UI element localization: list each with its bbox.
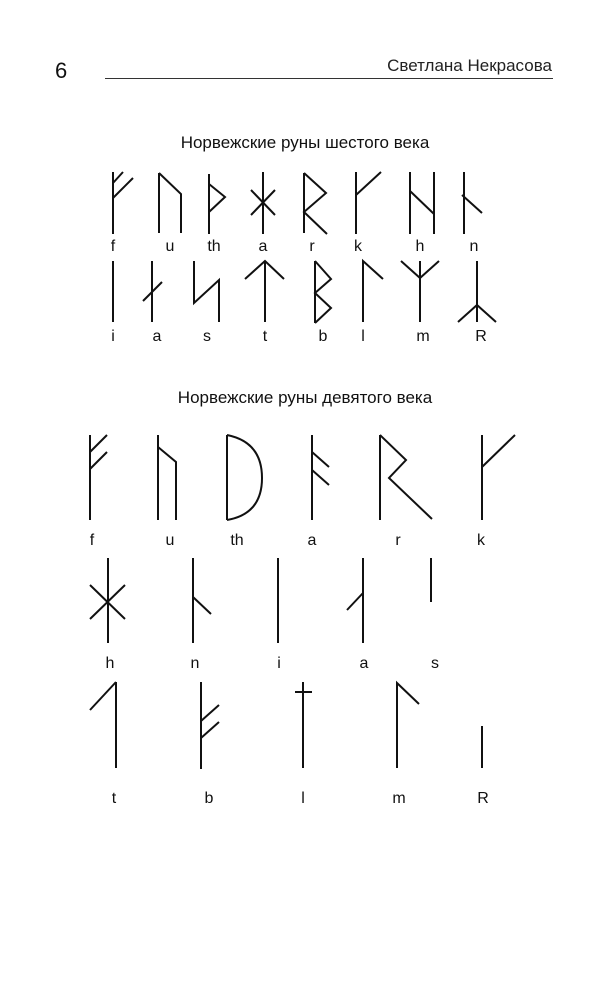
rune-R-6th-icon: [458, 261, 496, 322]
rune-label: h: [415, 238, 425, 255]
rune-f-6th-icon: [113, 172, 133, 234]
rune-l-6th-icon: [363, 261, 383, 322]
rune-label: u: [165, 532, 175, 549]
rune-label: h: [105, 655, 115, 672]
rune-label: b: [204, 790, 214, 807]
rune-label: a: [307, 532, 317, 549]
section-title-9th-century: Норвежские руны девятого века: [177, 388, 433, 407]
rune-a-9th-icon-2: [347, 558, 363, 643]
rune-label: f: [110, 238, 116, 255]
rune-label: R: [477, 790, 489, 807]
rune-label: l: [301, 790, 305, 807]
rune-th-9th-icon: [227, 435, 262, 520]
rune-label: f: [89, 532, 95, 549]
rune-h-9th-icon: [90, 558, 125, 643]
rune-k-6th-icon: [356, 172, 381, 234]
rune-label: r: [395, 532, 401, 549]
rune-t-9th-icon: [90, 682, 116, 768]
section-title-6th-century: Норвежские руны шестого века: [180, 133, 430, 152]
rune-n-9th-icon: [193, 558, 211, 643]
rune-b-9th-icon: [201, 682, 219, 769]
rune-label: m: [392, 790, 406, 807]
rune-label: s: [431, 655, 439, 672]
rune-label: th: [230, 532, 244, 549]
rune-m-6th-icon: [401, 261, 439, 322]
rune-label: b: [318, 328, 328, 345]
rune-h-6th-icon: [410, 172, 434, 234]
rune-r-6th-icon: [304, 173, 327, 234]
rune-label: s: [203, 328, 211, 345]
rune-label: t: [262, 328, 268, 345]
rune-s-6th-icon: [194, 261, 219, 322]
rune-t-6th-icon: [245, 261, 284, 322]
rune-label: t: [111, 790, 117, 807]
rune-m-9th-icon: [397, 683, 419, 768]
rune-n-6th-icon: [462, 172, 482, 234]
rune-u-6th-icon: [159, 173, 181, 233]
rune-label: k: [354, 238, 362, 255]
rune-l-9th-icon: [295, 682, 312, 768]
rune-a-6th-icon: [251, 172, 275, 234]
rune-a-9th-icon: [312, 435, 329, 520]
rune-label: i: [277, 655, 281, 672]
rune-label: l: [361, 328, 365, 345]
rune-u-9th-icon: [158, 435, 176, 520]
rune-label: i: [111, 328, 115, 345]
running-head-author: Светлана Некрасова: [387, 56, 552, 75]
rune-f-9th-icon: [90, 435, 107, 520]
page-number: 6: [55, 58, 68, 83]
rune-label: th: [207, 238, 221, 255]
rune-k-9th-icon: [482, 435, 515, 520]
rune-th-6th-icon: [209, 174, 225, 234]
rune-label: a: [258, 238, 268, 255]
rune-label: r: [309, 238, 315, 255]
rune-label: a: [152, 328, 162, 345]
rune-label: k: [477, 532, 485, 549]
rune-label: R: [475, 328, 487, 345]
rune-b-6th-icon: [315, 261, 331, 323]
rune-a2-6th-icon: [143, 261, 162, 322]
rune-label: m: [416, 328, 430, 345]
rune-label: n: [469, 238, 479, 255]
rune-r-9th-icon: [380, 435, 432, 520]
rune-label: n: [190, 655, 200, 672]
rune-label: u: [165, 238, 175, 255]
rune-label: a: [359, 655, 369, 672]
